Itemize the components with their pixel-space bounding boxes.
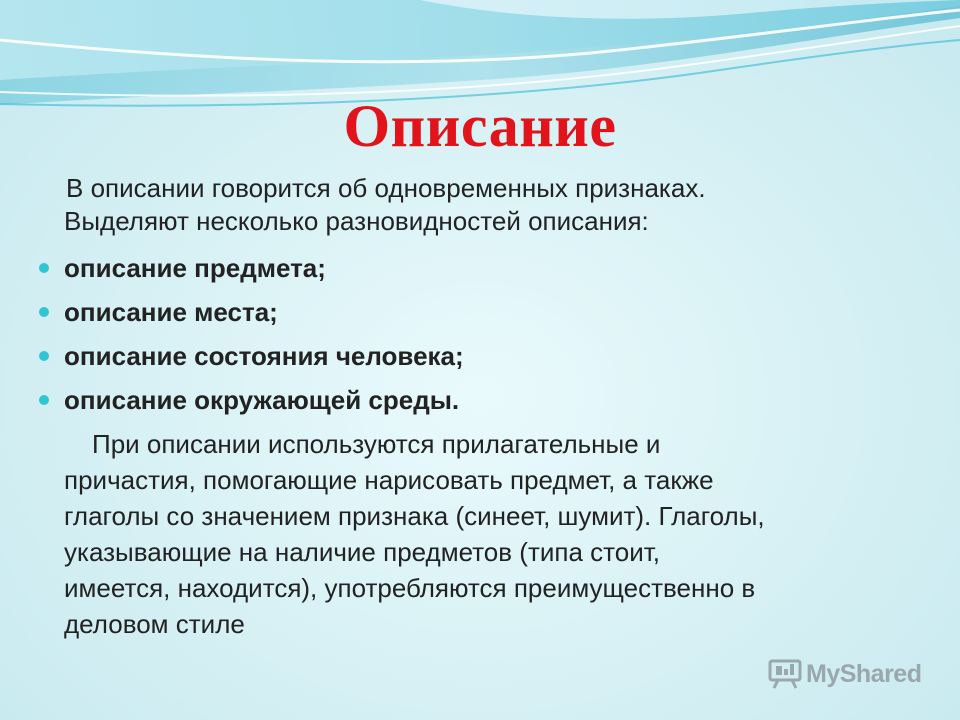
watermark-text: MyShared — [806, 659, 922, 688]
slide-content — [38, 172, 918, 642]
intro-text — [38, 172, 918, 238]
intro-line-2: Выделяют несколько разновидностей описания: — [64, 206, 649, 236]
slide-title: Описание — [343, 93, 617, 159]
paragraph-line-text: При описании используются прилагательные и — [92, 429, 661, 459]
bullet-text: описание окружающей среды. — [64, 385, 460, 415]
paragraph-line: причастия, помогающие нарисовать предмет, а также — [64, 465, 714, 495]
presentation-screen-icon — [768, 659, 802, 689]
paragraph-line — [64, 426, 918, 462]
bullet-item — [38, 290, 918, 334]
bullet-item — [38, 246, 918, 290]
bullet-item — [38, 334, 918, 378]
bullet-text: описание предмета; — [64, 253, 326, 283]
bullet-list — [38, 246, 918, 422]
bullet-dot-icon — [39, 263, 49, 273]
paragraph-line: имеется, находится), употребляются преимущественно в — [64, 573, 756, 603]
bullet-dot-icon — [39, 351, 49, 361]
body-paragraph — [38, 426, 918, 642]
bullet-dot-icon — [39, 307, 49, 317]
watermark — [768, 657, 921, 691]
paragraph-line: деловом стиле — [64, 609, 245, 639]
bullet-dot-icon — [39, 395, 49, 405]
bullet-text: описание состояния человека; — [64, 341, 464, 371]
bullet-text: описание места; — [64, 297, 278, 327]
paragraph-line: указывающие на наличие предметов (типа стоит, — [64, 537, 660, 567]
bullet-item — [38, 378, 918, 422]
paragraph-line: глаголы со значением признака (синеет, шумит). Глаголы, — [64, 501, 765, 531]
intro-line-1: В описании говорится об одновременных признаках. — [66, 173, 706, 203]
